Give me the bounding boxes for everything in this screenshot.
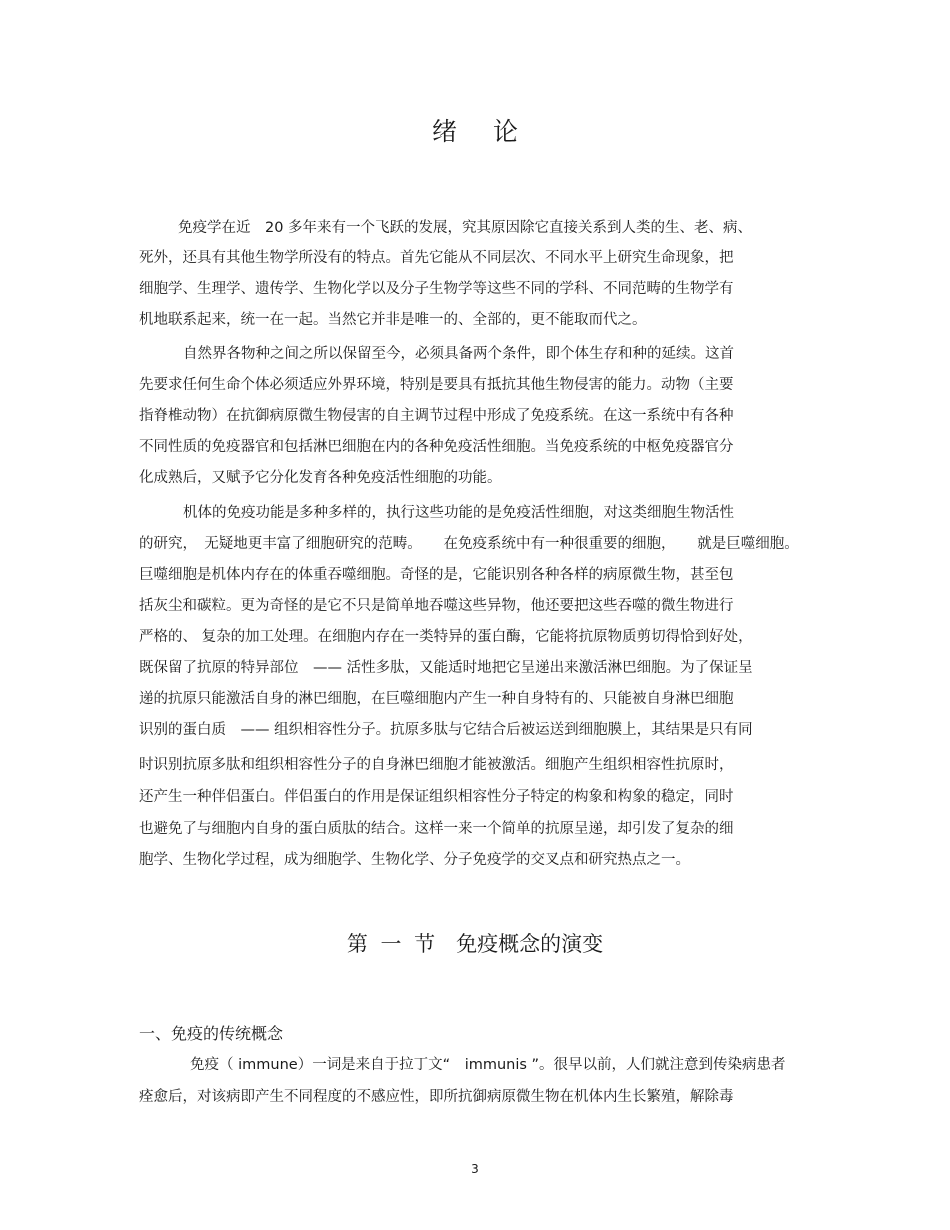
paragraph-line: 严格的、 复杂的加工处理。在细胞内存在一类特异的蛋白酶，它能将抗原物质剪切得恰到好处，: [139, 629, 753, 645]
paragraph-line: 免疫（ immune）一词是来自于拉丁文“ immunis ”。很早以前，人们就注意到传染病患者: [190, 1057, 786, 1073]
paragraph-line: 化成熟后，又赋予它分化发育各种免疫活性细胞的功能。: [139, 470, 502, 486]
subsection-title: 一、免疫的传统概念: [139, 1024, 284, 1043]
paragraph-line: 细胞学、生理学、遗传学、生物化学以及分子生物学等这些不同的学科、不同范畴的生物学有: [139, 281, 734, 297]
paragraph-line: 的研究， 无疑地更丰富了细胞研究的范畴。 在免疫系统中有一种很重要的细胞， 就是巨噬细胞。: [139, 536, 799, 552]
paragraph-line: 痊愈后，对该病即产生不同程度的不感应性，即所抗御病原微生物在机体内生长繁殖，解除毒: [139, 1089, 734, 1105]
paragraph-line: 死外，还具有其他生物学所没有的特点。首先它能从不同层次、不同水平上研究生命现象，把: [139, 250, 734, 266]
paragraph-line: 也避免了与细胞内自身的蛋白质肽的结合。这样一来一个简单的抗原呈递，却引发了复杂的细: [139, 821, 734, 837]
paragraph-line: 自然界各物种之间之所以保留至今，必须具备两个条件，即个体生存和种的延续。这首: [183, 346, 734, 362]
paragraph-line: 不同性质的免疫器官和包括淋巴细胞在内的各种免疫活性细胞。当免疫系统的中枢免疫器官分: [139, 439, 734, 455]
paragraph-line: 递的抗原只能激活自身的淋巴细胞，在巨噬细胞内产生一种自身特有的、只能被自身淋巴细胞: [139, 691, 734, 707]
paragraph-line: 机地联系起来，统一在一起。当然它并非是唯一的、全部的，更不能取而代之。: [139, 312, 647, 328]
paragraph-line: 先要求任何生命个体必须适应外界环境，特别是要具有抵抗其他生物侵害的能力。动物（主要: [139, 377, 734, 393]
section-title: 第 一 节 免疫概念的演变: [346, 932, 604, 956]
paragraph-line: 识别的蛋白质 —— 组织相容性分子。抗原多肽与它结合后被运送到细胞膜上，其结果是只有同: [139, 722, 753, 738]
chapter-title: 绪论: [431, 117, 554, 146]
paragraph-line: 巨噬细胞是机体内存在的体重吞噬细胞。奇怪的是，它能识别各种各样的病原微生物，甚至包: [139, 567, 734, 583]
paragraph-line: 指脊椎动物）在抗御病原微生物侵害的自主调节过程中形成了免疫系统。在这一系统中有各种: [139, 408, 734, 424]
paragraph-line: 括灰尘和碳粒。更为奇怪的是它不只是简单地吞噬这些异物，他还要把这些吞噬的微生物进行: [139, 598, 734, 614]
paragraph-line: 既保留了抗原的特异部位 —— 活性多肽，又能适时地把它呈递出来激活淋巴细胞。为了保证呈: [139, 660, 753, 676]
page-number: 3: [471, 1162, 479, 1176]
paragraph-line: 时识别抗原多肽和组织相容性分子的自身淋巴细胞才能被激活。细胞产生组织相容性抗原时，: [139, 757, 734, 773]
paragraph-line: 机体的免疫功能是多种多样的，执行这些功能的是免疫活性细胞，对这类细胞生物活性: [183, 505, 734, 521]
paragraph-line: 胞学、生物化学过程，成为细胞学、生物化学、分子免疫学的交叉点和研究热点之一。: [139, 852, 690, 868]
paragraph-line: 免疫学在近 20 多年来有一个飞跃的发展，究其原因除它直接关系到人类的生、老、病、: [178, 220, 753, 236]
paragraph-line: 还产生一种伴侣蛋白。伴侣蛋白的作用是保证组织相容性分子特定的构象和构象的稳定，同时: [139, 789, 734, 805]
